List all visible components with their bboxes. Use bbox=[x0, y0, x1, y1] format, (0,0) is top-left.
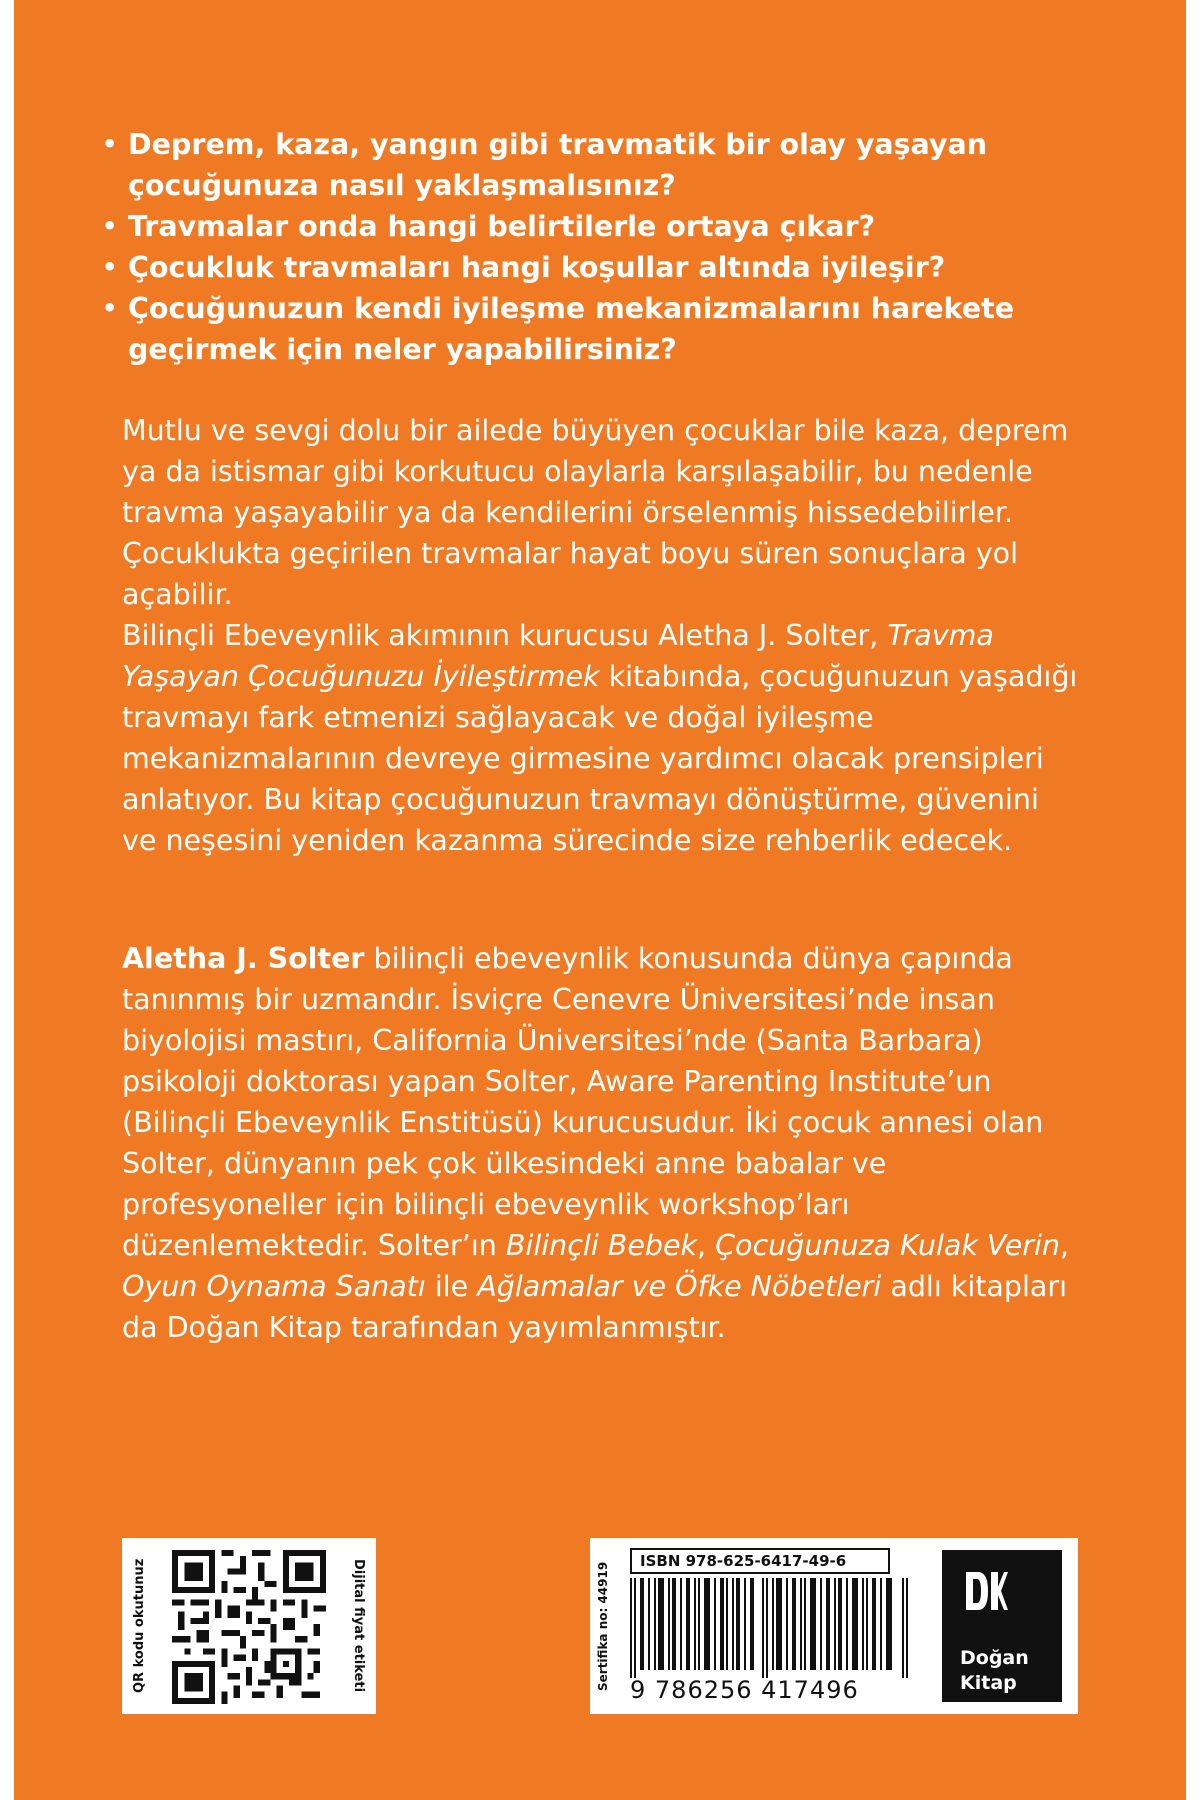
isbn-block bbox=[590, 1538, 1078, 1714]
separator: , bbox=[697, 1229, 716, 1262]
other-book-2: Çocuğunuza Kulak Verin bbox=[715, 1229, 1060, 1262]
publisher-name-line: Doğan bbox=[960, 1647, 1029, 1669]
book-title: Travma Yaşayan Çocuğunuzu İyileştirmek bbox=[122, 619, 994, 693]
qr-scan-label: QR kodu okutunuz bbox=[132, 1558, 147, 1694]
description-paragraph bbox=[122, 615, 1082, 861]
intro-paragraph: Mutlu ve sevgi dolu bir ailede büyüyen çocuklar bile kaza, deprem ya da istismar gibi korkutucu olaylarla karşılaşabilir, bu nedenle travma yaşayabilir ya da kendilerini örselenmiş hissedebilirler. Çocuklukta geçirilen travmalar hayat boyu süren sonuçlara yol açabilir. bbox=[122, 414, 1069, 611]
question-item: • Deprem, kaza, yangın gibi travmatik bir olay yaşayan çocuğunuza nasıl yaklaşmalısınız? bbox=[102, 124, 1102, 206]
description-after: kitabında, çocuğunuzun yaşadığı travmayı fark etmenizi sağlayacak ve doğal iyileşme mekanizmalarının devreye girmesine yardımcı olacak prensipleri anlatıyor. Bu kitap çocuğunuzun travmayı dönüştürme, güvenini ve neşesini yeniden kazanma sürecinde size rehberlik edecek. bbox=[122, 660, 1078, 857]
description-before: Bilinçli Ebeveynlik akımının kurucusu Aletha J. Solter, bbox=[122, 619, 888, 652]
digital-price-tag-label: Dijital fiyat etiketi bbox=[351, 1559, 366, 1693]
separator: ile bbox=[425, 1270, 478, 1303]
dk-logo-icon bbox=[964, 1570, 1008, 1612]
author-bio bbox=[122, 938, 1082, 1348]
qr-code[interactable] bbox=[172, 1550, 326, 1704]
barcode bbox=[630, 1578, 908, 1678]
author-bio-text: bilinçli ebeveynlik konusunda dünya çapında tanınmış bir uzmandır. İsviçre Cenevre Üniversitesi’nde insan biyolojisi mastırı, California Üniversitesi’nde (Santa Barbara) psikoloji doktorası yapan Solter, Aware Parenting Institute’un (Bilinçli Ebeveynlik Enstitüsü) kurucusudur. İki çocuk annesi olan Solter, dünyanın pek çok ülkesindeki anne babalar ve profesyoneller için bilinçli ebeveynlik workshop’ları düzenlemektedir. Solter’ın bbox=[122, 942, 1044, 1262]
publisher-name bbox=[960, 1646, 1029, 1696]
digital-price-label bbox=[122, 1538, 376, 1714]
barcode-number: 9 786256 417496 bbox=[630, 1676, 859, 1704]
other-book-1: Bilinçli Bebek bbox=[505, 1229, 698, 1262]
isbn-label: ISBN 978-625-6417-49-6 bbox=[630, 1548, 890, 1574]
question-list bbox=[102, 124, 1102, 370]
other-book-4: Ağlamalar ve Öfke Nöbetleri bbox=[477, 1270, 882, 1303]
author-bio-ending: adlı kitapları da Doğan Kitap tarafından yayımlanmıştır. bbox=[122, 1270, 1067, 1344]
question-item: • Çocukluk travmaları hangi koşullar altında iyileşir? bbox=[102, 247, 1102, 288]
author-name: Aletha J. Solter bbox=[122, 942, 365, 975]
publisher-name-line: Kitap bbox=[960, 1672, 1017, 1694]
separator: , bbox=[1059, 1229, 1070, 1262]
publisher-logo bbox=[942, 1550, 1062, 1702]
question-item: • Travmalar onda hangi belirtilerle ortaya çıkar? bbox=[102, 206, 1102, 247]
certificate-number: Sertifika no: 44919 bbox=[596, 1561, 610, 1691]
question-item: • Çocuğunuzun kendi iyileşme mekanizmalarını harekete geçirmek için neler yapabilirsiniz? bbox=[102, 288, 1102, 370]
other-book-3: Oyun Oynama Sanatı bbox=[122, 1270, 426, 1303]
